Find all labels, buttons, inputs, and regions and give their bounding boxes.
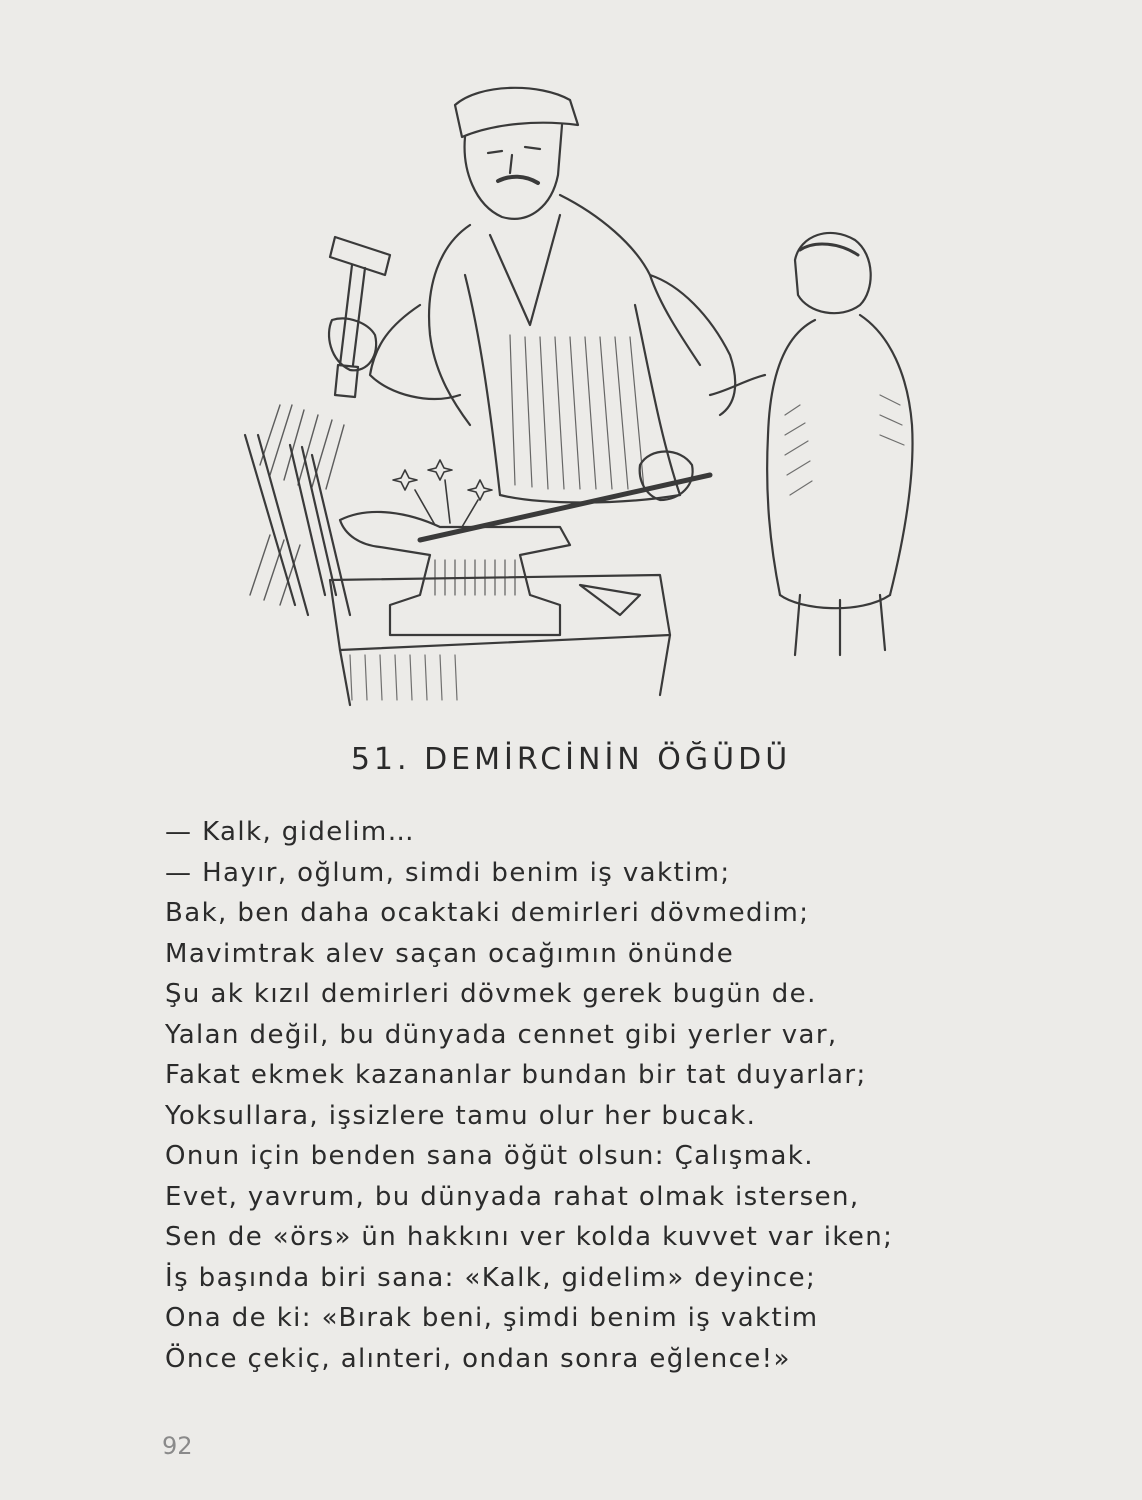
boy-hatching bbox=[785, 395, 904, 495]
blacksmith-illustration bbox=[240, 75, 920, 715]
poem-body bbox=[165, 812, 1065, 1379]
hammer-icon bbox=[330, 237, 390, 397]
poem-line: Bak, ben daha ocaktaki demirleri dövmedim; bbox=[165, 898, 810, 928]
sparks-icon bbox=[393, 460, 492, 527]
poem-line: Evet, yavrum, bu dünyada rahat olmak istersen, bbox=[165, 1181, 860, 1212]
poem-line: Yalan değil, bu dünyada cennet gibi yerler var, bbox=[165, 1019, 838, 1050]
blacksmith-body bbox=[370, 195, 700, 503]
poem-line: Onun için benden sana öğüt olsun: Çalışmak. bbox=[165, 1141, 814, 1171]
poem-line: Ona de ki: «Bırak beni, şimdi benim iş vaktim bbox=[165, 1303, 819, 1333]
poem-line: Sen de «örs» ün hakkını ver kolda kuvvet var iken; bbox=[165, 1222, 894, 1252]
poem-line: İş başında biri sana: «Kalk, gidelim» deyince; bbox=[165, 1262, 817, 1293]
page-number: 92 bbox=[162, 1432, 193, 1460]
right-arm bbox=[650, 275, 735, 415]
poem-line: Fakat ekmek kazananlar bundan bir tat duyarlar; bbox=[165, 1060, 867, 1090]
poem-line: Şu ak kızıl demirleri dövmek gerek bugün de. bbox=[165, 979, 817, 1009]
apron-hatching bbox=[510, 335, 644, 489]
poem-line: Önce çekiç, alınteri, ondan sonra eğlence!» bbox=[165, 1343, 791, 1374]
poem-title: 51. DEMİRCİNİN ÖĞÜDÜ bbox=[350, 742, 792, 777]
right-hand bbox=[640, 452, 693, 501]
bench-hatching bbox=[350, 655, 457, 700]
iron-rod bbox=[420, 475, 710, 540]
poem-line: Mavimtrak alev saçan ocağımın önünde bbox=[165, 938, 735, 969]
poem-line: — Kalk, gidelim… bbox=[165, 817, 416, 847]
poem-line: Yoksullara, işsizlere tamu olur her bucak. bbox=[165, 1100, 757, 1131]
poem-line: — Hayır, oğlum, simdi benim iş vaktim; bbox=[165, 857, 731, 888]
boy-figure bbox=[710, 233, 913, 655]
blacksmith-head bbox=[455, 88, 578, 219]
